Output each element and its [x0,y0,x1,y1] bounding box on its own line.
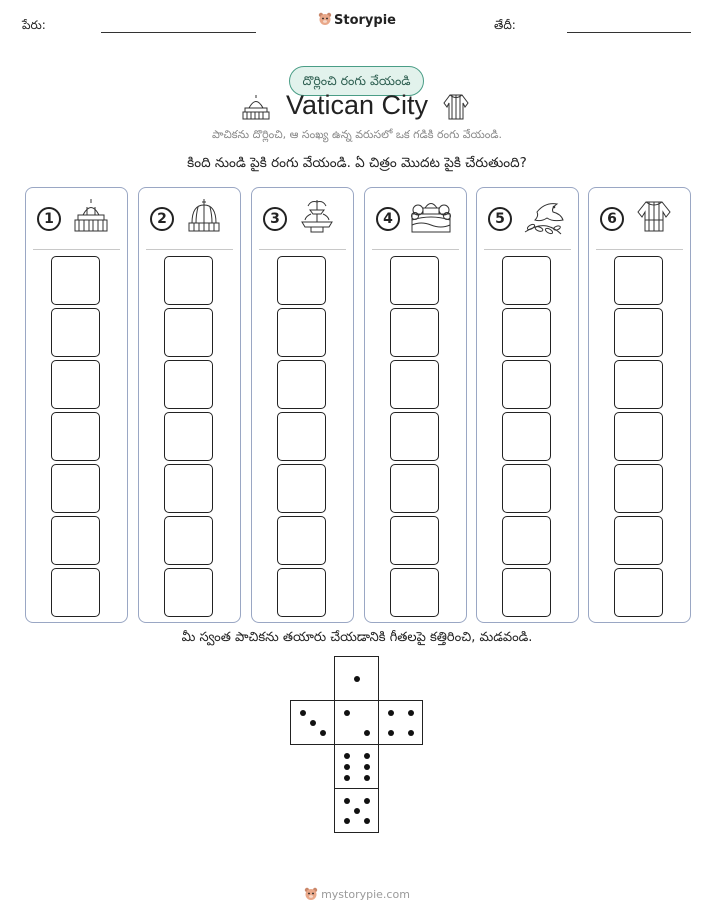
basilica-icon [72,198,110,234]
color-box[interactable] [614,516,663,565]
die-pip [408,710,414,716]
column-divider [484,249,571,250]
color-box[interactable] [390,412,439,461]
die-pip [364,764,370,770]
guard-uniform-icon [441,91,471,123]
column-divider [596,249,683,250]
color-box[interactable] [164,256,213,305]
guard-uniform-icon [635,198,673,234]
column-number: 6 [600,207,624,231]
die-pip [310,720,316,726]
die-face-3 [290,700,335,745]
column-divider [146,249,233,250]
column-6 [588,187,691,623]
footer [0,887,714,901]
name-label: పేరు: [22,18,46,32]
die-face-1 [334,656,379,701]
color-box[interactable] [277,568,326,617]
color-box[interactable] [614,360,663,409]
color-box[interactable] [51,360,100,409]
die-pip [364,818,370,824]
color-box[interactable] [502,516,551,565]
gardens-icon [411,198,451,234]
color-box[interactable] [51,412,100,461]
color-box[interactable] [164,412,213,461]
color-box[interactable] [51,568,100,617]
die-face-6 [334,744,379,789]
column-2 [138,187,241,623]
die-pip [320,730,326,736]
column-1 [25,187,128,623]
color-box[interactable] [614,308,663,357]
column-number: 5 [488,207,512,231]
die-pip [364,798,370,804]
color-box[interactable] [164,308,213,357]
color-box[interactable] [277,412,326,461]
column-5 [476,187,579,623]
color-box[interactable] [614,568,663,617]
subtitle: పాచికను దొర్లించి, ఆ సంఖ్య ఉన్న వరుసలో ఒక గడికి రంగు వేయండి. [212,128,502,141]
color-box[interactable] [164,568,213,617]
die-pip [388,730,394,736]
cut-instructions: మీ స్వంత పాచికను తయారు చేయడానికి గీతలపై కత్తిరించి, మడవండి. [181,630,533,645]
color-box[interactable] [614,464,663,513]
dove-olive-icon [523,198,565,238]
color-box[interactable] [277,360,326,409]
die-face-5 [334,788,379,833]
die-face-4 [378,700,423,745]
column-divider [33,249,120,250]
die-pip [344,753,350,759]
fountain-icon [298,198,336,234]
color-box[interactable] [502,568,551,617]
color-box[interactable] [164,464,213,513]
column-number: 1 [37,207,61,231]
brand-logo [0,12,714,28]
die-pip [300,710,306,716]
die-face-2 [334,700,379,745]
die-pip [354,808,360,814]
column-4 [364,187,467,623]
die-pip [354,676,360,682]
column-number: 4 [376,207,400,231]
die-pip [364,753,370,759]
color-box[interactable] [502,360,551,409]
column-number: 2 [150,207,174,231]
color-box[interactable] [502,308,551,357]
die-pip [344,798,350,804]
footer-url[interactable]: mystorypie.com [321,888,410,901]
color-box[interactable] [390,464,439,513]
die-pip [344,775,350,781]
name-line[interactable] [101,32,256,33]
die-pip [344,710,350,716]
column-number: 3 [263,207,287,231]
die-pip [344,818,350,824]
color-box[interactable] [502,412,551,461]
color-box[interactable] [614,256,663,305]
date-line[interactable] [567,32,691,33]
brand-name: Storypie [334,13,396,28]
color-box[interactable] [502,256,551,305]
die-pip [344,764,350,770]
color-box[interactable] [164,360,213,409]
color-box[interactable] [614,412,663,461]
color-box[interactable] [51,464,100,513]
dome-icon [185,198,223,234]
color-box[interactable] [51,516,100,565]
color-box[interactable] [277,308,326,357]
bear-logo-icon [318,12,332,26]
color-box[interactable] [390,360,439,409]
date-label: తేదీ: [494,18,516,32]
bear-logo-icon [304,887,318,901]
color-box[interactable] [390,308,439,357]
column-3 [251,187,354,623]
die-pip [364,730,370,736]
color-box[interactable] [390,568,439,617]
color-box[interactable] [164,516,213,565]
column-divider [259,249,346,250]
color-box[interactable] [51,308,100,357]
column-divider [372,249,459,250]
color-box[interactable] [390,516,439,565]
color-box[interactable] [277,516,326,565]
color-box[interactable] [277,464,326,513]
color-box[interactable] [277,256,326,305]
die-pip [364,775,370,781]
die-pip [408,730,414,736]
color-box[interactable] [502,464,551,513]
instructions: కింది నుండి పైకి రంగు వేయండి. ఏ చిత్రం మొదట పైకి చేరుతుంది? [187,155,527,171]
page-title: Vatican City [285,90,429,120]
color-box[interactable] [51,256,100,305]
activity-badge: దొర్లించి రంగు వేయండి [289,66,424,96]
color-box[interactable] [390,256,439,305]
die-pip [388,710,394,716]
